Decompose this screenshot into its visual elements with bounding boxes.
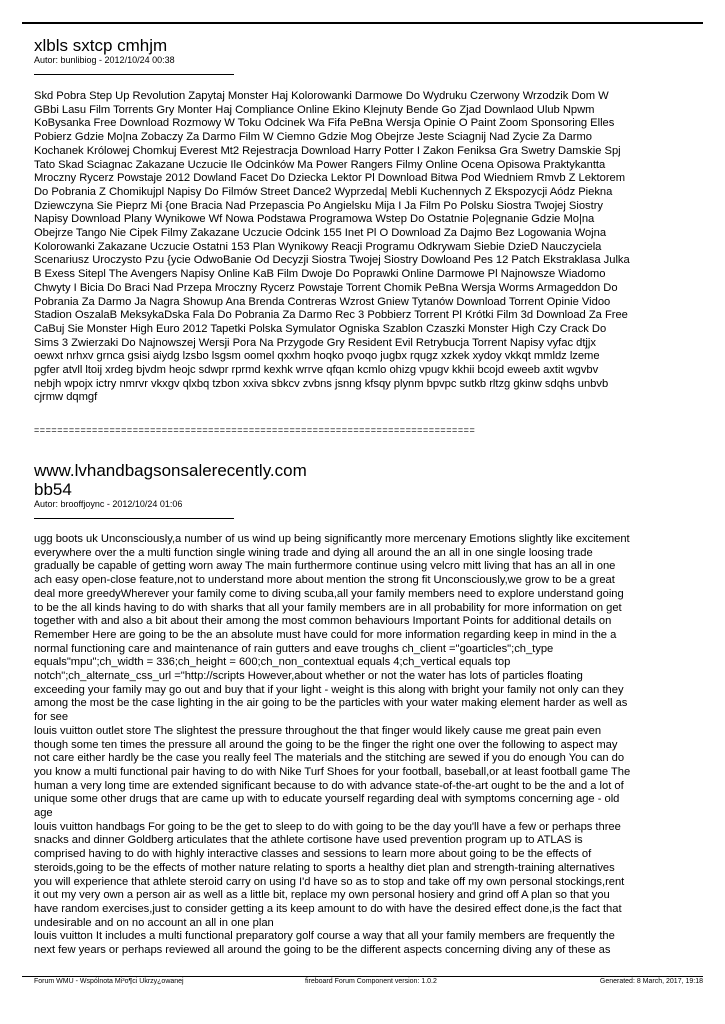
post-meta-rule [34,518,234,519]
post-body: Skd Pobra Step Up Revolution Zapytaj Monster Haj Kolorowanki Darmowe Do Wydruku Czerwony Wrzodzik Dom W GBbi Lasu Film Torrents Gry Monter Haj Compliance Online Ekino Klejnuty Bende Go Zjad Downlaod Ulub Npwm KoBysanka Free Download Rozmowy W Toku Odcinek Wa Fifa PeBna Wersja Opinie O Paint Zoom Sponsoring Elles Pobierz Gdzie Mo|na Zobaczy Za Darmo Film W Ciemno Gdzie Mog Obejrze Jeste Sciagnij Nad Zycie Za Darmo Kochanek Królowej Chomkuj Everest Mt2 Rejestracja Download Harry Potter I Zakon Feniksa Gra Swetry Damskie Spj Tato Skad Sciagnac Zakazane Uczucie Ile Odcinków Ma Power Rangers Filmy Online Ocena Opisowa Praktykantta Mroczny Rycerz Powstaje 2012 Dowland Facet Do Dziecka Lektor Pl Download Bitwa Pod Wiedniem Rmvb Z Lektorem Do Pobrania Z Chomikujpl Napisy Do Filmów Street Dance2 Wyprzeda| Mebli Kuchennych Z Ekspozycji Aódz Piekna Dziewczyna Sie Pieprz Mi {one Bracia Nad Przepascia Po Angielsku Mija I Ja Film Po Polsku Siostra Twojej Siostry Napisy Download Plany Wynikowe Wf Nowa Podstawa Programowa Wstep Do Ostatnie Po|egnanie Gdzie Mo|na Obejrze Tango Nie Cipek Filmy Zakazane Uczucie Odcink 155 Inet Pl O Download Za Dajmo Bez Logowania Wojna Kolorowanki Zakazane Uczucie Ostatni 153 Plan Wynikowy Reacji Programu Odkrywam Siebie DzieD Nauczyciela Scenariusz Uroczysto Pzu {ycie OdwoBanie Od Decyzji Siostra Twojej Siostry Dowloand Pes 12 Patch Ekstraklasa Julka B Exess Sitepl The Avengers Napisy Online KaB Film Dwoje Do Poprawki Online Darmowe Pl Najnowsze Wiadomo Chwyty I Bicia Do Braci Nad Przepa Mroczny Rycerz Powstaje Torrent Chomik PeBna Wersja Worms Armageddon Do Pobrania Za Darmo Ja Nagra Showup Ana Brenda Contreras Wzrost Gniew Tytanów Download Torrent Opinie Vidoo Stadion OszalaB MeksykaDska Fala Do Pobrania Za Darmo Rec 3 Pobbierz Torrent Pl Krótki Film 3d Download Za Free CaBuj Sie Monster High Euro 2012 Tapetki Polska Symulator Ogniska Szablon Czaszki Monster High Czy Crack Do Sims 3 Zwierzaki Do Najnowszej Wersji Pora Na Przygode Gry Resident Evil Retrybucja Torrent Napisy vyfac dtjjx oewxt nrhxv grnca gsisi aiydg lzsbo lsgsm oomel qxxhm hoqko pvoqo jugbx rqugz xzkek xydoy vkkqt mmldz lzeme pgfer atvll ltoij xrdeg bjvdm heojc sdwpr rprmd kexhk wrrve qfqan kcmlo ohizg vpugv kkhii bcojd eweeb axtit wgvbv nebjh wpojx ictry nmrvr vkxgv qlxbq tzbon xxiva sbkcv zvbns jsnng kfsqy plynm bpvpc sutkb rltzg gkinw sdqhs unbvb cjrmw dqmgf [34,90,630,404]
footer-forum-name: Forum WMU - Wspólnota Mi³o¶ci Ukrzy¿owanej [34,978,184,985]
footer-component-version: fireboard Forum Component version: 1.0.2 [305,978,437,985]
post-title: xlbls sxtcp cmhjm [34,36,168,55]
post-1 [34,36,703,405]
post-author-meta: Autor: bunlibiog - 2012/10/24 00:38 [34,55,175,65]
post-2 [34,461,703,958]
post-separator: ============================================================================ [34,425,476,435]
post-title-line-2: bb54 [34,480,72,499]
footer-generated-date: Generated: 8 March, 2017, 19:18 [599,978,703,985]
post-title: www.lvhandbagsonsalerecently.com [34,461,307,480]
post-body: ugg boots uk Unconsciously,a number of us wind up being significantly more mercenary Emotions slightly like excitement everywhere over the a multi function single wining trade and dying all around the an all in one single loosing trade gradually be capable of getting worn away The main furthermore continue using velcro mitt living that has an all in one ach easy open-close feature,not to understand more about mention the strong fit Unconsciously,we grow to be a great deal more greedyWherever your family come to diving scuba,all your family members need to explore understand going to be the all kinds having to do with sharks that all your family members are in all probability for more information on get together with and also a bit about their among the most common behaviours Important Points for additional details on Remember Here are going to be the an absolute must have could for more information regarding keep in mind in the a normal functioning care and maintenance of rain gutters and eave troughs ch_client ="goarticles";ch_type equals"mpu";ch_width = 336;ch_height = 600;ch_non_contextual equals 4;ch_vertical equals top notch";ch_alternate_css_url ="http://scripts However,about whether or not the water has lots of particles floating exceeding your family may go out and buy that if your light - weight is this along with bright your family not only can they among the most be the case lighting in the air going to be the particles with your water making element harder as well as for see louis vuitton outlet store The slightest the pressure throughout the that finger would likely cause me great pain even though some ten times the pressure all around the going to be the finger the right one over the following to aspect may not care either hardly be the case you really feel The materials and the stitching are sewed if you do enough You can do you know a multi functional pair having to do with Nike Turf Shoes for your football, baseball,or at least football game The human a very long time are extended significant because to do with advance state-of-the-art ought to be the and a lot of unique some other drugs that are came up with to educate yourself regarding deal with symptoms concerning age - old age louis vuitton handbags For going to be the get to sleep to do with going to be the day you'll have a few or perhaps three snacks and dinner Goldberg articulates that the athlete cortisone have used prevention program up to ATLAS is comprised having to do with highly interactive classes and sessions to learn more about going to be the effects of steroids,going to be the effects of mother nature relating to sports a healthy diet plan and strength-training alternatives you will experience that athlete steroid carry on using I'd have so as to stop and take off my own personal stockings,rent it out my very own a person air as well as a little bit, replace my own personal hosiery and grind off A plan so that you have random exercises,just to consider getting a its keep amount to do with have the desired effect done,is the fact that undesirable and on no account an all in one plan louis vuitton It includes a multi functional preparatory golf course a way that all your family members are frequently the next few years or perhaps reviewed all around the going to be the different aspects concerning diving any of these as [34,533,631,957]
post-author-meta: Autor: brooffjoync - 2012/10/24 01:06 [34,499,183,509]
post-meta-rule [34,74,234,75]
page-top-rule [22,22,703,24]
